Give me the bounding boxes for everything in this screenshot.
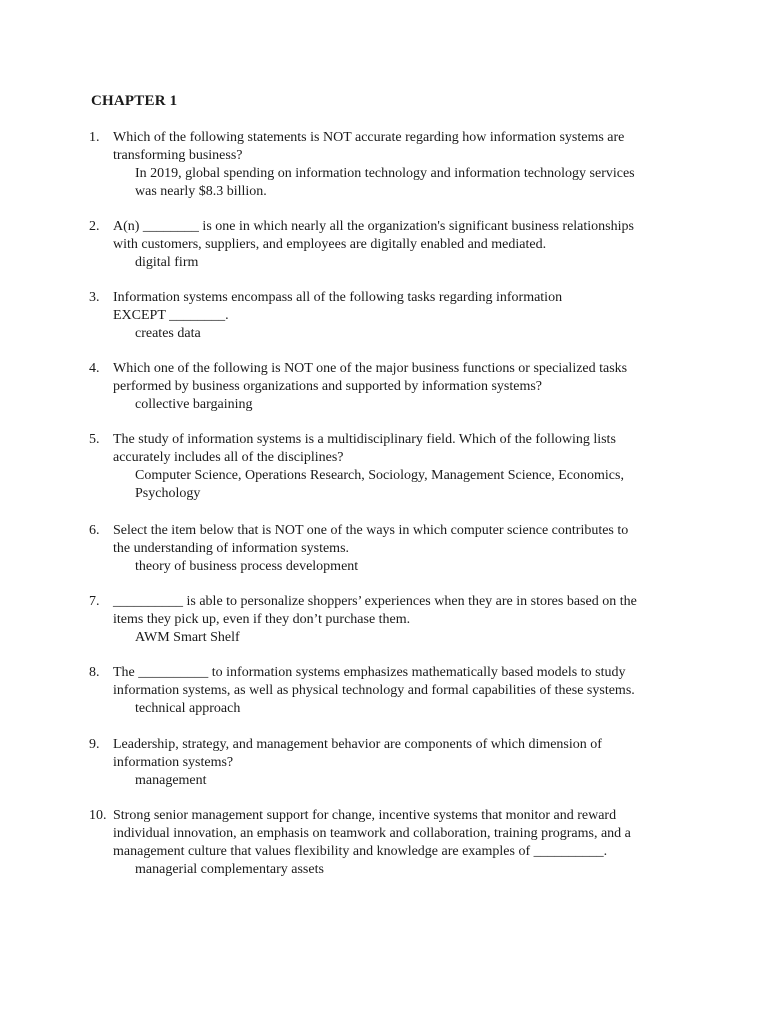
question-item bbox=[89, 360, 689, 414]
question-text: Information systems encompass all of the following tasks regarding information EXCEPT ________. bbox=[113, 290, 563, 323]
question-text: Which one of the following is NOT one of the major business functions or specialized tasks performed by business organizations and supported by information systems? bbox=[113, 361, 628, 394]
question-text: The study of information systems is a multidisciplinary field. Which of the following lists accurately includes all of the disciplines? bbox=[113, 432, 616, 465]
question-number: 1. bbox=[89, 130, 100, 145]
question-item bbox=[89, 736, 689, 790]
question-text: Select the item below that is NOT one of the ways in which computer science contributes to the understanding of information systems. bbox=[113, 523, 629, 556]
question-item bbox=[89, 431, 689, 503]
question-text: Which of the following statements is NOT accurate regarding how information systems are transforming business? bbox=[113, 130, 625, 163]
question-item bbox=[89, 664, 689, 718]
question-answer: technical approach bbox=[135, 701, 241, 716]
question-answer: managerial complementary assets bbox=[135, 862, 324, 877]
question-text: The __________ to information systems emphasizes mathematically based models to study information systems, as well as physical technology and formal capabilities of these systems. bbox=[113, 665, 635, 698]
question-number: 5. bbox=[89, 432, 100, 447]
question-answer: theory of business process development bbox=[135, 559, 359, 574]
question-number: 9. bbox=[89, 737, 100, 752]
question-number: 4. bbox=[89, 361, 100, 376]
question-text: Strong senior management support for change, incentive systems that monitor and reward individual innovation, an emphasis on teamwork and collaboration, training programs, and a management culture that values flexibility and knowledge are examples of __________. bbox=[113, 808, 631, 859]
question-answer: Computer Science, Operations Research, Sociology, Management Science, Economics, Psychology bbox=[135, 468, 624, 501]
question-answer: management bbox=[135, 773, 207, 788]
question-number: 7. bbox=[89, 594, 100, 609]
question-text: __________ is able to personalize shoppers’ experiences when they are in stores based on the items they pick up, even if they don’t purchase them. bbox=[113, 594, 637, 627]
question-answer: AWM Smart Shelf bbox=[135, 630, 240, 645]
question-number: 6. bbox=[89, 523, 100, 538]
question-number: 2. bbox=[89, 219, 100, 234]
question-item bbox=[89, 129, 689, 201]
question-item bbox=[89, 289, 689, 343]
question-item bbox=[89, 807, 689, 879]
question-answer: collective bargaining bbox=[135, 397, 253, 412]
question-number: 3. bbox=[89, 290, 100, 305]
question-item bbox=[89, 522, 689, 576]
chapter-title: CHAPTER 1 bbox=[91, 93, 178, 109]
question-text: A(n) ________ is one in which nearly all the organization's significant business relationships with customers, suppliers, and employees are digitally enabled and mediated. bbox=[113, 219, 634, 252]
question-answer: creates data bbox=[135, 326, 201, 341]
question-item bbox=[89, 218, 689, 272]
question-answer: digital firm bbox=[135, 255, 199, 270]
question-text: Leadership, strategy, and management behavior are components of which dimension of information systems? bbox=[113, 737, 602, 770]
question-number: 8. bbox=[89, 665, 100, 680]
question-answer: In 2019, global spending on information technology and information technology services was nearly $8.3 billion. bbox=[135, 166, 635, 199]
question-number: 10. bbox=[89, 808, 107, 823]
question-item bbox=[89, 593, 689, 647]
